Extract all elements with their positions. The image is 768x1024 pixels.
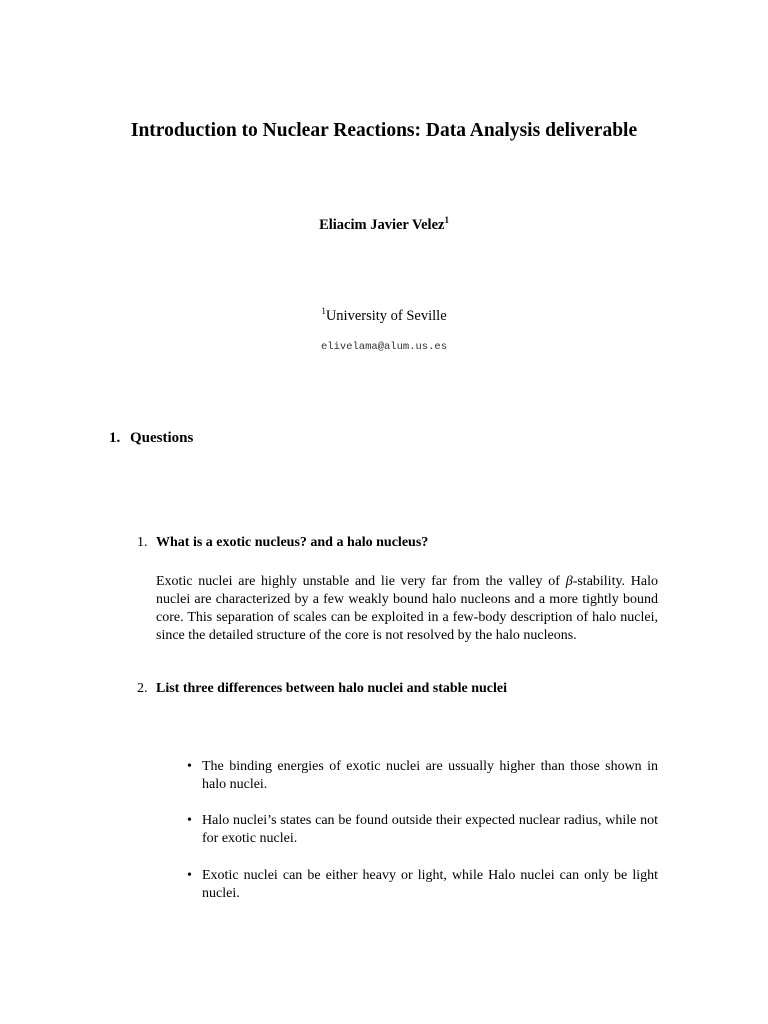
bullet-icon: • bbox=[187, 813, 192, 828]
question-2 bbox=[137, 681, 507, 697]
bullet-text: The binding energies of exotic nuclei are ussually higher than those shown in halo nuclei. bbox=[202, 759, 658, 792]
answer-text-start: Exotic nuclei are highly unstable and lie very far from the valley of bbox=[156, 574, 566, 589]
bullet-item bbox=[189, 867, 658, 903]
affiliation-name: University of Seville bbox=[325, 308, 447, 324]
bullet-text: Halo nuclei’s states can be found outside their expected nuclear radius, while not for exotic nuclei. bbox=[202, 813, 658, 846]
bullet-icon: • bbox=[187, 868, 192, 883]
section-title: Questions bbox=[130, 430, 194, 446]
author-email[interactable]: elivelama@alum.us.es bbox=[320, 341, 448, 353]
question-text: List three differences between halo nuclei and stable nuclei bbox=[156, 681, 508, 696]
author-line bbox=[0, 217, 768, 234]
bullet-icon: • bbox=[187, 759, 192, 774]
author-name: Eliacim Javier Velez bbox=[319, 217, 445, 233]
question-number: 1. bbox=[137, 535, 148, 550]
section-heading bbox=[109, 430, 193, 447]
bullet-item bbox=[189, 812, 658, 848]
bullet-item bbox=[189, 758, 658, 794]
section-number: 1. bbox=[109, 430, 121, 446]
question-number: 2. bbox=[137, 681, 148, 696]
paper-title: Introduction to Nuclear Reactions: Data Analysis deliverable bbox=[130, 120, 638, 141]
question-1 bbox=[137, 535, 428, 551]
beta-symbol: β bbox=[565, 574, 573, 589]
author-affiliation-mark: 1 bbox=[444, 215, 449, 225]
affiliation-line bbox=[0, 308, 768, 325]
bullet-text: Exotic nuclei can be either heavy or light, while Halo nuclei can only be light nuclei. bbox=[202, 868, 658, 901]
answer-text-rest: -stability. Halo nuclei are characterized by a few weakly bound halo nucleons and a more tightly bound core. This separation of scales can be exploited in a few-body description of halo nuclei, since the detailed structure of the core is not resolved by the halo nucleons. bbox=[156, 574, 659, 643]
answer-paragraph bbox=[156, 573, 658, 645]
affiliation-mark: 1 bbox=[321, 306, 326, 316]
question-text: What is a exotic nucleus? and a halo nucleus? bbox=[156, 535, 429, 550]
